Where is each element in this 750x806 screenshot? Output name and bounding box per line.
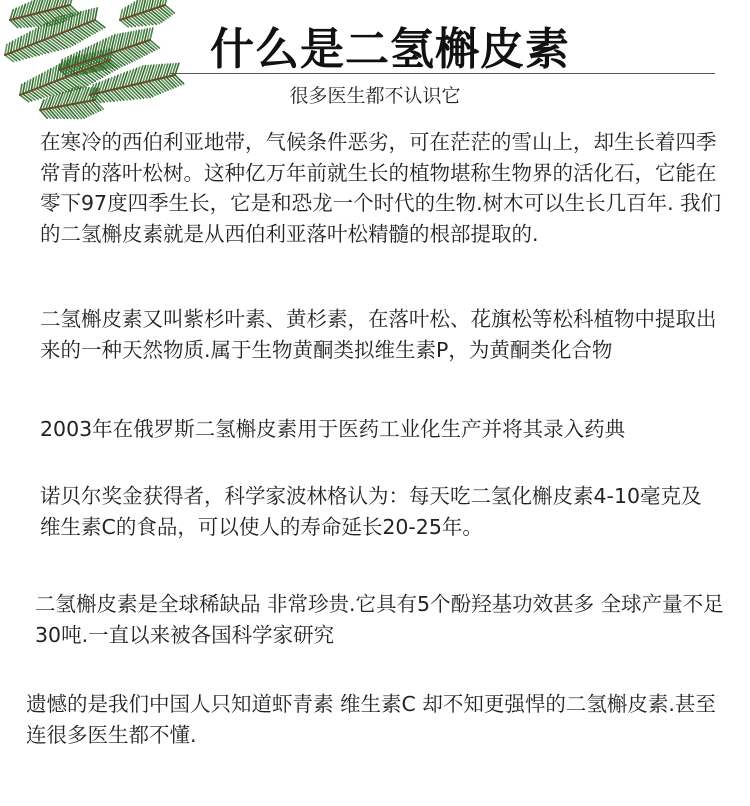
paragraph-nobel-quote: 诺贝尔奖金获得者，科学家波林格认为：每天吃二氢化槲皮素4-10毫克及维生素C的食品，可以使人的寿命延长20-25年。 bbox=[40, 484, 702, 539]
paragraph-rarity: 二氢槲皮素是全球稀缺品 非常珍贵.它具有5个酚羟基功效甚多 全球产量不足30吨.一直以来被各国科学家研究 bbox=[35, 592, 724, 647]
title-divider bbox=[170, 73, 715, 74]
page-subtitle: 很多医生都不认识它 bbox=[289, 85, 461, 107]
paragraph-history: 2003年在俄罗斯二氢槲皮素用于医药工业化生产并将其录入药典 bbox=[40, 417, 626, 441]
paragraph-conclusion: 遗憾的是我们中国人只知道虾青素 维生素C 却不知更强悍的二氢槲皮素.甚至连很多医生都不懂. bbox=[26, 692, 716, 747]
paragraph-siberian-larch: 在寒冷的西伯利亚地带，气候条件恶劣，可在茫茫的雪山上，却生长着四季常青的落叶松树。这种亿万年前就生长的植物堪称生物界的活化石，它能在零下97度四季生长，它是和恐龙一个时代的生物.树木可以生长几百年. 我们的二氢槲皮素就是从西伯利亚落叶松精髓的根部提取的. bbox=[40, 130, 722, 246]
pine-branch-icon bbox=[0, 0, 200, 120]
page-title: 什么是二氢槲皮素 bbox=[210, 24, 570, 75]
paragraph-definition: 二氢槲皮素又叫紫杉叶素、黄杉素，在落叶松、花旗松等松科植物中提取出来的一种天然物质.属于生物黄酮类拟维生素P，为黄酮类化合物 bbox=[40, 307, 717, 362]
